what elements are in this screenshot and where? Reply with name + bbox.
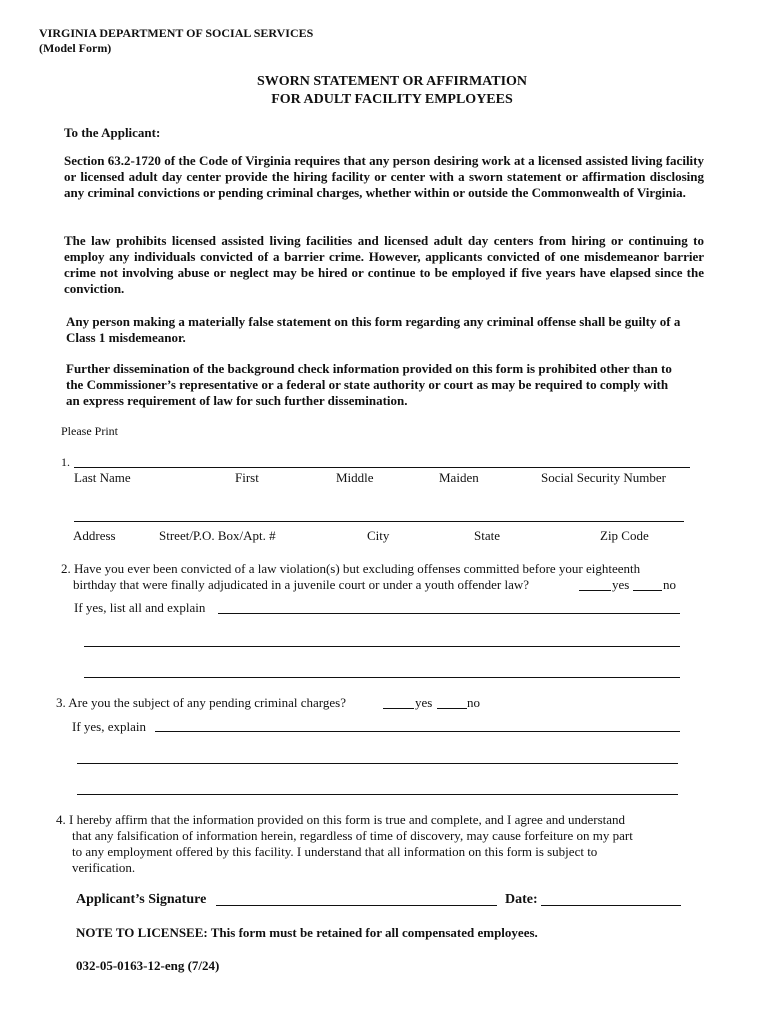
q4-text-line1: 4. I hereby affirm that the information provided on this form is true and complete, and I agree and understand <box>56 812 626 827</box>
form-title-line2: FOR ADULT FACILITY EMPLOYEES <box>271 92 513 107</box>
address-label: Address <box>73 528 116 543</box>
middle-name-label: Middle <box>336 470 374 485</box>
street-label: Street/P.O. Box/Apt. # <box>159 528 276 543</box>
please-print-label: Please Print <box>61 424 118 438</box>
q2-no-label: no <box>663 577 676 592</box>
q2-explain-line-2[interactable] <box>84 646 680 647</box>
signature-label: Applicant’s Signature <box>76 892 207 907</box>
address-line[interactable] <box>74 521 684 522</box>
intro-paragraph-1: Section 63.2-1720 of the Code of Virginia requires that any person desiring work at a licensed assisted living facility or licensed adult day center provide the hiring facility or center with a sworn statement or affirmation disclosing any criminal convictions or pending criminal charges, whether within or outside the Commonwealth of Virginia. <box>64 153 704 200</box>
agency-name: VIRGINIA DEPARTMENT OF SOCIAL SERVICES <box>39 26 314 40</box>
q2-explain-label: If yes, list all and explain <box>74 600 206 615</box>
q3-no-label: no <box>467 695 480 710</box>
q3-explain-line-3[interactable] <box>77 794 678 795</box>
signature-line[interactable] <box>216 905 497 906</box>
maiden-name-label: Maiden <box>439 470 479 485</box>
q2-yes-label: yes <box>612 577 630 592</box>
note-to-licensee: NOTE TO LICENSEE: This form must be retained for all compensated employees. <box>76 925 538 940</box>
name-line[interactable] <box>74 467 690 468</box>
intro-paragraph-2: The law prohibits licensed assisted living facilities and licensed adult day centers from hiring or continuing to employ any individuals convicted of a barrier crime. However, applicants convicted of one misdemeanor barrier crime not involving abuse or neglect may be hired or continue to be employed if five years have elapsed since the conviction. <box>64 233 704 296</box>
q4-text-line4: verification. <box>72 860 136 875</box>
salutation: To the Applicant: <box>64 125 161 140</box>
q3-no-blank[interactable] <box>437 708 467 709</box>
q4-text-line2: that any falsification of information herein, regardless of time of discovery, may cause forfeiture on my part <box>72 828 633 843</box>
q3-explain-line-2[interactable] <box>77 763 678 764</box>
zip-code-label: Zip Code <box>600 528 649 543</box>
last-name-label: Last Name <box>74 470 131 485</box>
q2-explain-line-3[interactable] <box>84 677 680 678</box>
q2-explain-line-1[interactable] <box>218 613 680 614</box>
first-name-label: First <box>235 470 259 485</box>
form-title-line1: SWORN STATEMENT OR AFFIRMATION <box>256 74 528 89</box>
q2-text-line1: 2. Have you ever been convicted of a law violation(s) but excluding offenses committed before your eighteenth <box>61 561 641 576</box>
q3-explain-label: If yes, explain <box>72 719 147 734</box>
form-number: 032-05-0163-12-eng (7/24) <box>76 958 220 973</box>
date-line[interactable] <box>541 905 681 906</box>
q3-text: 3. Are you the subject of any pending criminal charges? <box>56 695 347 710</box>
q1-number: 1. <box>61 455 70 469</box>
intro-paragraph-3: Any person making a materially false statement on this form regarding any criminal offense shall be guilty of a Class 1 misdemeanor. <box>66 314 681 345</box>
q3-yes-label: yes <box>415 695 433 710</box>
q2-no-blank[interactable] <box>633 590 662 591</box>
q3-yes-blank[interactable] <box>383 708 414 709</box>
q3-explain-line-1[interactable] <box>155 731 680 732</box>
intro-paragraph-4: Further dissemination of the background check information provided on this form is prohibited other than to the Commissioner’s representative or a federal or state authority or court as may be required to comply with an express requirement of law for such further dissemination. <box>66 361 672 408</box>
q2-text-line2: birthday that were finally adjudicated in a juvenile court or under a youth offender law? <box>73 577 530 592</box>
state-label: State <box>474 528 500 543</box>
model-form-label: (Model Form) <box>39 41 112 55</box>
city-label: City <box>367 528 390 543</box>
date-label: Date: <box>505 892 538 907</box>
q2-yes-blank[interactable] <box>579 590 611 591</box>
q4-text-line3: to any employment offered by this facility. I understand that all information on this form is subject to <box>72 844 598 859</box>
ssn-label: Social Security Number <box>541 470 666 485</box>
